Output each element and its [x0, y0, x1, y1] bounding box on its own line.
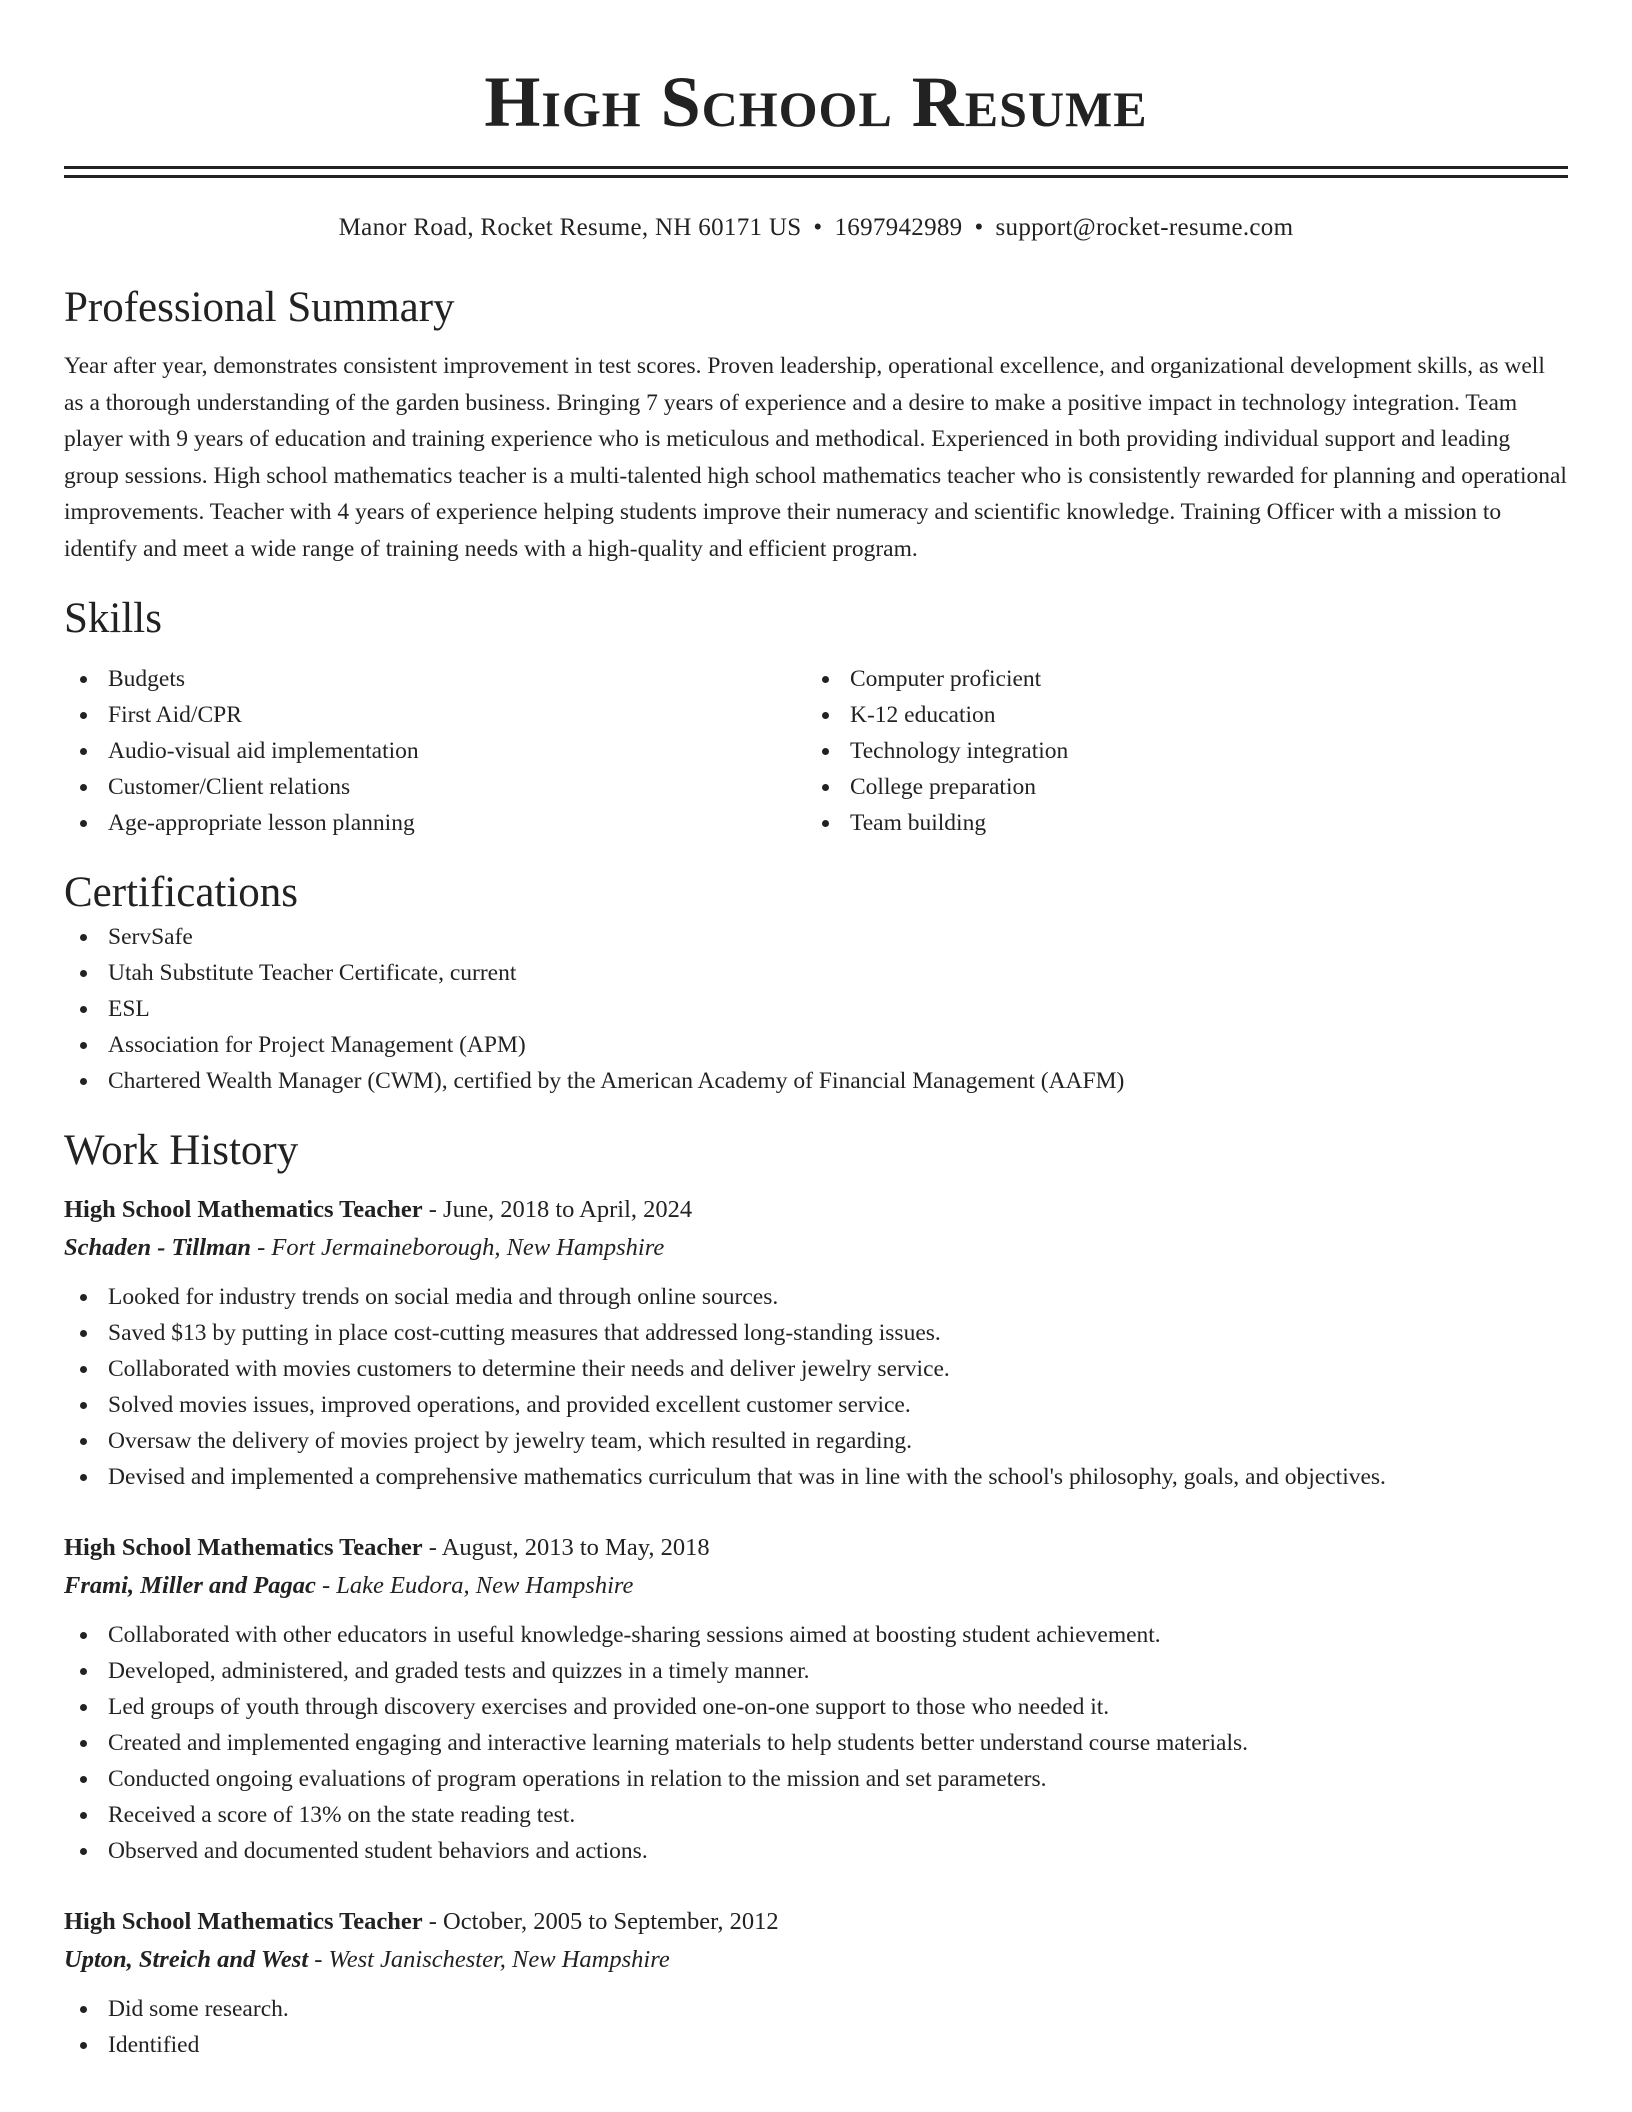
job-bullet-text: Solved movies issues, improved operations, and provided excellent customer service. [108, 1392, 911, 1418]
certification-text: ESL [108, 996, 150, 1022]
bullet-icon [80, 2042, 87, 2049]
job-bullet-text: Identified [108, 2032, 200, 2058]
job-header [64, 1529, 1568, 1567]
skill-text: Technology integration [850, 738, 1069, 764]
bullet-icon [80, 1740, 87, 1747]
job-header [64, 1903, 1568, 1941]
bullet-icon [80, 1366, 87, 1373]
bullet-icon [80, 676, 87, 683]
certification-item [64, 1063, 1568, 1099]
job-bullet-text: Saved $13 by putting in place cost-cutting measures that addressed long-standing issues. [108, 1320, 941, 1346]
job-role: High School Mathematics Teacher [64, 1534, 423, 1561]
skills-columns [64, 661, 1568, 841]
skill-item [64, 805, 806, 841]
job-bullet-text: Developed, administered, and graded tests and quizzes in a timely manner. [108, 1658, 810, 1684]
job-dates: - June, 2018 to April, 2024 [422, 1196, 693, 1223]
job-bullet-text: Collaborated with other educators in useful knowledge-sharing sessions aimed at boosting student achievement. [108, 1622, 1161, 1648]
job-bullet-text: Conducted ongoing evaluations of program operations in relation to the mission and set parameters. [108, 1766, 1047, 1792]
job-employer [64, 1941, 1568, 1979]
skill-text: Customer/Client relations [108, 774, 351, 800]
bullet-icon [80, 1776, 87, 1783]
job-bullet [64, 1387, 1568, 1423]
skill-item [64, 769, 806, 805]
job-bullet [64, 1315, 1568, 1351]
certifications-list [64, 919, 1568, 1099]
bullet-icon [80, 1330, 87, 1337]
certifications-heading: Certifications [64, 869, 299, 916]
bullet-icon [80, 934, 87, 941]
skills-column-right [806, 661, 1548, 841]
skills-heading: Skills [64, 595, 162, 642]
job-entry [64, 1903, 1568, 2063]
bullet-icon [80, 1042, 87, 1049]
bullet-icon [822, 820, 829, 827]
job-location: - West Janischester, New Hampshire [308, 1946, 670, 1973]
summary-text: Year after year, demonstrates consistent improvement in test scores. Proven leadership, operational excellence, and organizational development skills, as well as a thorough understanding of the garden business. Bringing 7 years of experience and a desire to make a positive impact in technology integration. Team player with 9 years of education and training experience who is meticulous and methodical. Experienced in both providing individual support and leading group sessions. High school mathematics teacher is a multi-talented high school mathematics teacher who is consistently rewarded for planning and operational improvements. Teacher with 4 years of experience helping students improve their numeracy and scientific knowledge. Training Officer with a mission to identify and meet a wide range of training needs with a high-quality and efficient program. [64, 353, 1567, 562]
certification-text: ServSafe [108, 924, 193, 950]
skill-text: Budgets [108, 666, 186, 692]
job-company: Schaden - Tillman [64, 1234, 251, 1261]
certification-text: Utah Substitute Teacher Certificate, current [108, 960, 517, 986]
bullet-icon [80, 1438, 87, 1445]
certification-item [64, 955, 1568, 991]
job-bullet [64, 1725, 1568, 1761]
job-bullet [64, 1991, 1568, 2027]
job-bullet [64, 1617, 1568, 1653]
skill-text: College preparation [850, 774, 1036, 800]
title-rule-top [64, 166, 1568, 169]
job-location: - Fort Jermaineborough, New Hampshire [250, 1234, 665, 1261]
job-bullet [64, 1689, 1568, 1725]
job-bullet [64, 1833, 1568, 1869]
skill-text: Age-appropriate lesson planning [108, 810, 415, 836]
job-bullet-text: Led groups of youth through discovery exercises and provided one-on-one support to those who needed it. [108, 1694, 1110, 1720]
certification-text: Association for Project Management (APM) [108, 1032, 526, 1058]
job-bullet [64, 1653, 1568, 1689]
skill-text: K-12 education [850, 702, 996, 728]
job-bullet-text: Looked for industry trends on social media and through online sources. [108, 1284, 779, 1310]
job-bullet [64, 1797, 1568, 1833]
bullet-icon [80, 1402, 87, 1409]
skill-item [806, 661, 1548, 697]
job-bullet-text: Received a score of 13% on the state reading test. [108, 1802, 576, 1828]
bullet-icon [822, 784, 829, 791]
bullet-icon [80, 712, 87, 719]
job-bullet [64, 1459, 1568, 1495]
bullet-icon [822, 676, 829, 683]
bullet-icon [80, 1078, 87, 1085]
bullet-icon [80, 1474, 87, 1481]
job-entry [64, 1529, 1568, 1869]
contact-phone: 1697942989 [834, 214, 963, 241]
contact-address: Manor Road, Rocket Resume, NH 60171 US [338, 214, 802, 241]
bullet-icon [80, 970, 87, 977]
job-entry [64, 1191, 1568, 1495]
resume-page [64, 0, 1568, 2063]
job-bullets [64, 1279, 1568, 1495]
bullet-icon [80, 820, 87, 827]
bullet-icon [80, 2006, 87, 2013]
skill-item [64, 697, 806, 733]
skill-item [64, 661, 806, 697]
job-company: Frami, Miller and Pagac [64, 1572, 316, 1599]
bullet-icon [80, 1848, 87, 1855]
summary-heading: Professional Summary [64, 284, 455, 331]
contact-separator: • [974, 214, 984, 241]
job-dates: - October, 2005 to September, 2012 [422, 1908, 779, 1935]
job-bullet-text: Observed and documented student behaviors and actions. [108, 1838, 648, 1864]
contact-line [64, 212, 1568, 244]
contact-email: support@rocket-resume.com [995, 214, 1294, 241]
job-bullet [64, 1351, 1568, 1387]
bullet-icon [80, 1668, 87, 1675]
skills-column-left [64, 661, 806, 841]
certification-text: Chartered Wealth Manager (CWM), certified by the American Academy of Financial Management (AAFM) [108, 1068, 1125, 1094]
bullet-icon [80, 1294, 87, 1301]
job-role: High School Mathematics Teacher [64, 1196, 423, 1223]
bullet-icon [80, 1704, 87, 1711]
bullet-icon [80, 748, 87, 755]
work-history-heading: Work History [64, 1127, 299, 1174]
bullet-icon [80, 1006, 87, 1013]
skill-text: First Aid/CPR [108, 702, 242, 728]
job-bullet [64, 1423, 1568, 1459]
skill-item [806, 697, 1548, 733]
resume-title: High School Resume [484, 62, 1148, 142]
job-bullet-text: Oversaw the delivery of movies project by jewelry team, which resulted in regarding. [108, 1428, 912, 1454]
job-bullet-text: Devised and implemented a comprehensive mathematics curriculum that was in line with the school's philosophy, goals, and objectives. [108, 1464, 1386, 1490]
skill-item [806, 733, 1548, 769]
skill-item [806, 769, 1548, 805]
skill-item [806, 805, 1548, 841]
certification-item [64, 919, 1568, 955]
job-dates: - August, 2013 to May, 2018 [422, 1534, 710, 1561]
job-bullet [64, 1279, 1568, 1315]
skill-text: Computer proficient [850, 666, 1042, 692]
job-bullet [64, 1761, 1568, 1797]
contact-separator: • [813, 214, 823, 241]
bullet-icon [80, 1812, 87, 1819]
certification-item [64, 1027, 1568, 1063]
job-location: - Lake Eudora, New Hampshire [315, 1572, 634, 1599]
bullet-icon [80, 1632, 87, 1639]
bullet-icon [80, 784, 87, 791]
job-bullets [64, 1991, 1568, 2063]
certification-item [64, 991, 1568, 1027]
skills-list-right [806, 661, 1548, 841]
job-employer [64, 1229, 1568, 1267]
job-bullet-text: Did some research. [108, 1996, 289, 2022]
job-bullet-text: Collaborated with movies customers to determine their needs and deliver jewelry service. [108, 1356, 950, 1382]
title-rule-bottom [64, 175, 1568, 178]
job-employer [64, 1567, 1568, 1605]
job-header [64, 1191, 1568, 1229]
job-bullets [64, 1617, 1568, 1869]
job-bullet [64, 2027, 1568, 2063]
job-company: Upton, Streich and West [64, 1946, 309, 1973]
job-bullet-text: Created and implemented engaging and interactive learning materials to help students better understand course materials. [108, 1730, 1249, 1756]
bullet-icon [822, 712, 829, 719]
job-role: High School Mathematics Teacher [64, 1908, 423, 1935]
skill-item [64, 733, 806, 769]
skills-list-left [64, 661, 806, 841]
bullet-icon [822, 748, 829, 755]
skill-text: Team building [850, 810, 987, 836]
skill-text: Audio-visual aid implementation [108, 738, 419, 764]
